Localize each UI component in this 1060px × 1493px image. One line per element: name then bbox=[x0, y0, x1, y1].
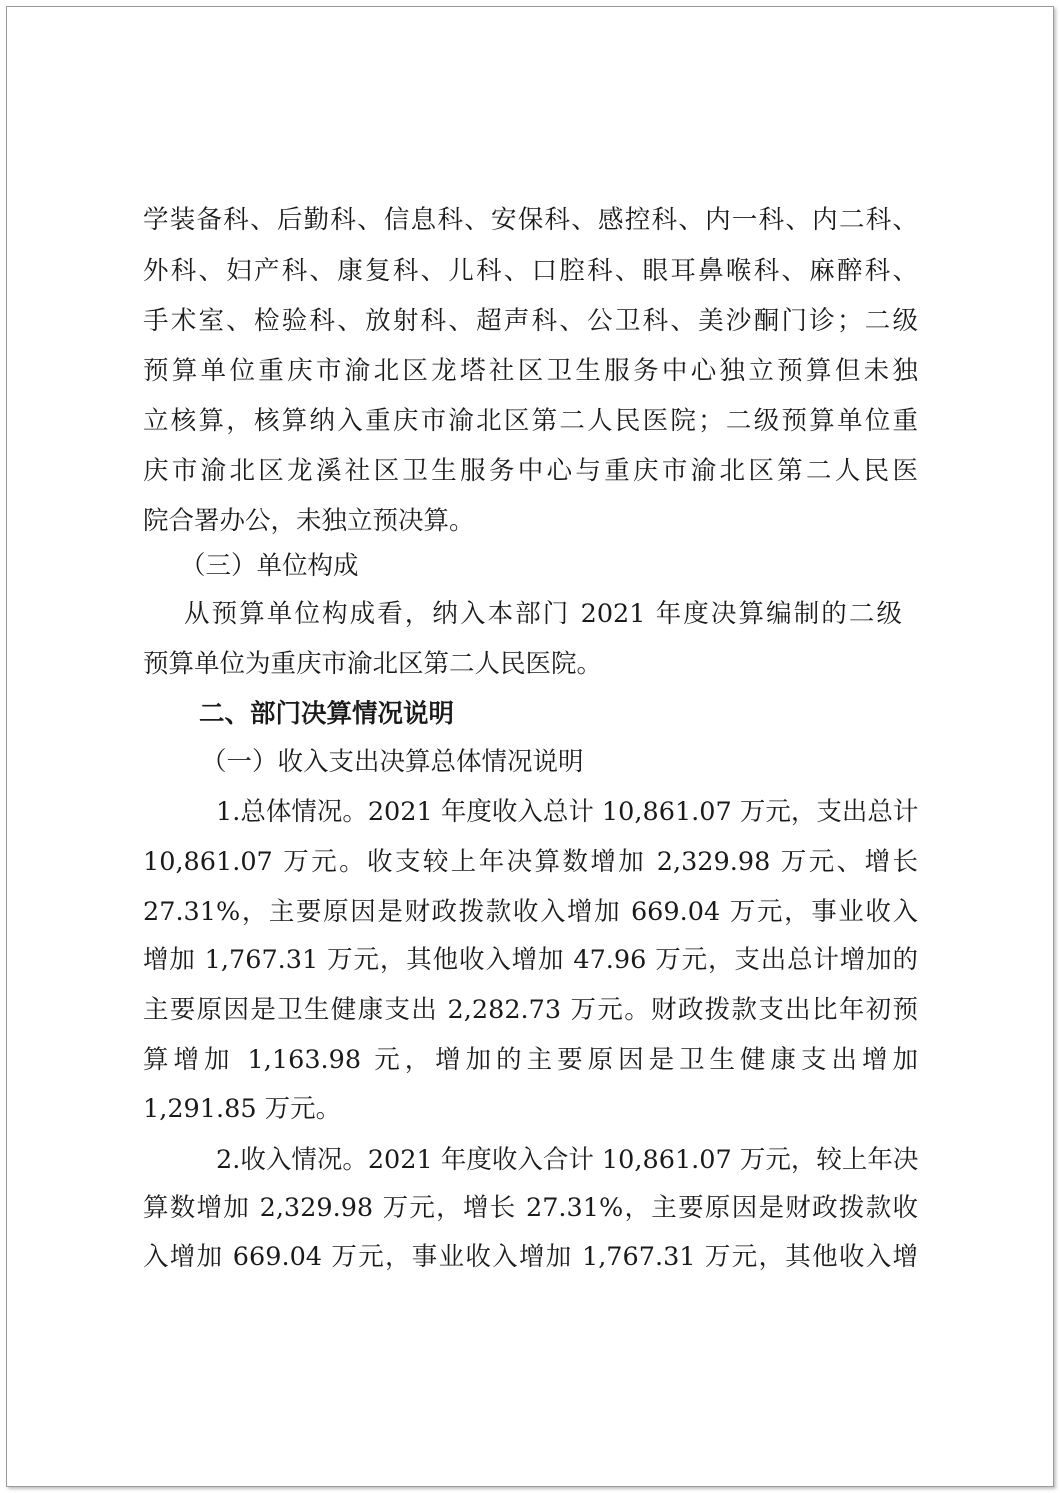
text-line: 增加 1,767.31 万元，其他收入增加 47.96 万元，支出总计增加的 bbox=[143, 945, 918, 975]
text-line: 算增加 1,163.98 元，增加的主要原因是卫生健康支出增加 bbox=[143, 1045, 918, 1075]
section-heading: （三）单位构成 bbox=[180, 551, 359, 581]
text-line: 院合署办公，未独立预决算。 bbox=[143, 506, 475, 536]
text-line: 入增加 669.04 万元，事业收入增加 1,767.31 万元，其他收入增 bbox=[143, 1242, 918, 1272]
text-line: 外科、妇产科、康复科、儿科、口腔科、眼耳鼻喉科、麻醉科、 bbox=[143, 256, 918, 286]
text-line: 预算单位为重庆市渝北区第二人民医院。 bbox=[143, 649, 603, 679]
text-line: 1,291.85 万元。 bbox=[143, 1094, 342, 1124]
text-line: 从预算单位构成看，纳入本部门 2021 年度决算编制的二级 bbox=[184, 599, 902, 629]
text-line: 2.收入情况。2021 年度收入合计 10,861.07 万元，较上年决 bbox=[216, 1145, 919, 1175]
text-line: 1.总体情况。2021 年度收入总计 10,861.07 万元，支出总计 bbox=[216, 797, 919, 827]
text-line: 学装备科、后勤科、信息科、安保科、感控科、内一科、内二科、 bbox=[143, 205, 918, 235]
text-line: 10,861.07 万元。收支较上年决算数增加 2,329.98 万元、增长 bbox=[143, 847, 918, 877]
text-line: 手术室、检验科、放射科、超声科、公卫科、美沙酮门诊；二级 bbox=[143, 306, 918, 336]
text-line: 预算单位重庆市渝北区龙塔社区卫生服务中心独立预算但未独 bbox=[143, 356, 918, 386]
text-line: 主要原因是卫生健康支出 2,282.73 万元。财政拨款支出比年初预 bbox=[143, 995, 918, 1025]
chapter-heading: 二、部门决算情况说明 bbox=[199, 699, 455, 729]
text-line: 算数增加 2,329.98 万元，增长 27.31%，主要原因是财政拨款收 bbox=[143, 1193, 918, 1223]
text-line: 立核算，核算纳入重庆市渝北区第二人民医院；二级预算单位重 bbox=[143, 406, 918, 436]
text-line: 27.31%，主要原因是财政拨款收入增加 669.04 万元，事业收入 bbox=[143, 897, 918, 927]
section-heading: （一）收入支出决算总体情况说明 bbox=[201, 747, 584, 777]
text-line: 庆市渝北区龙溪社区卫生服务中心与重庆市渝北区第二人民医 bbox=[143, 456, 918, 486]
